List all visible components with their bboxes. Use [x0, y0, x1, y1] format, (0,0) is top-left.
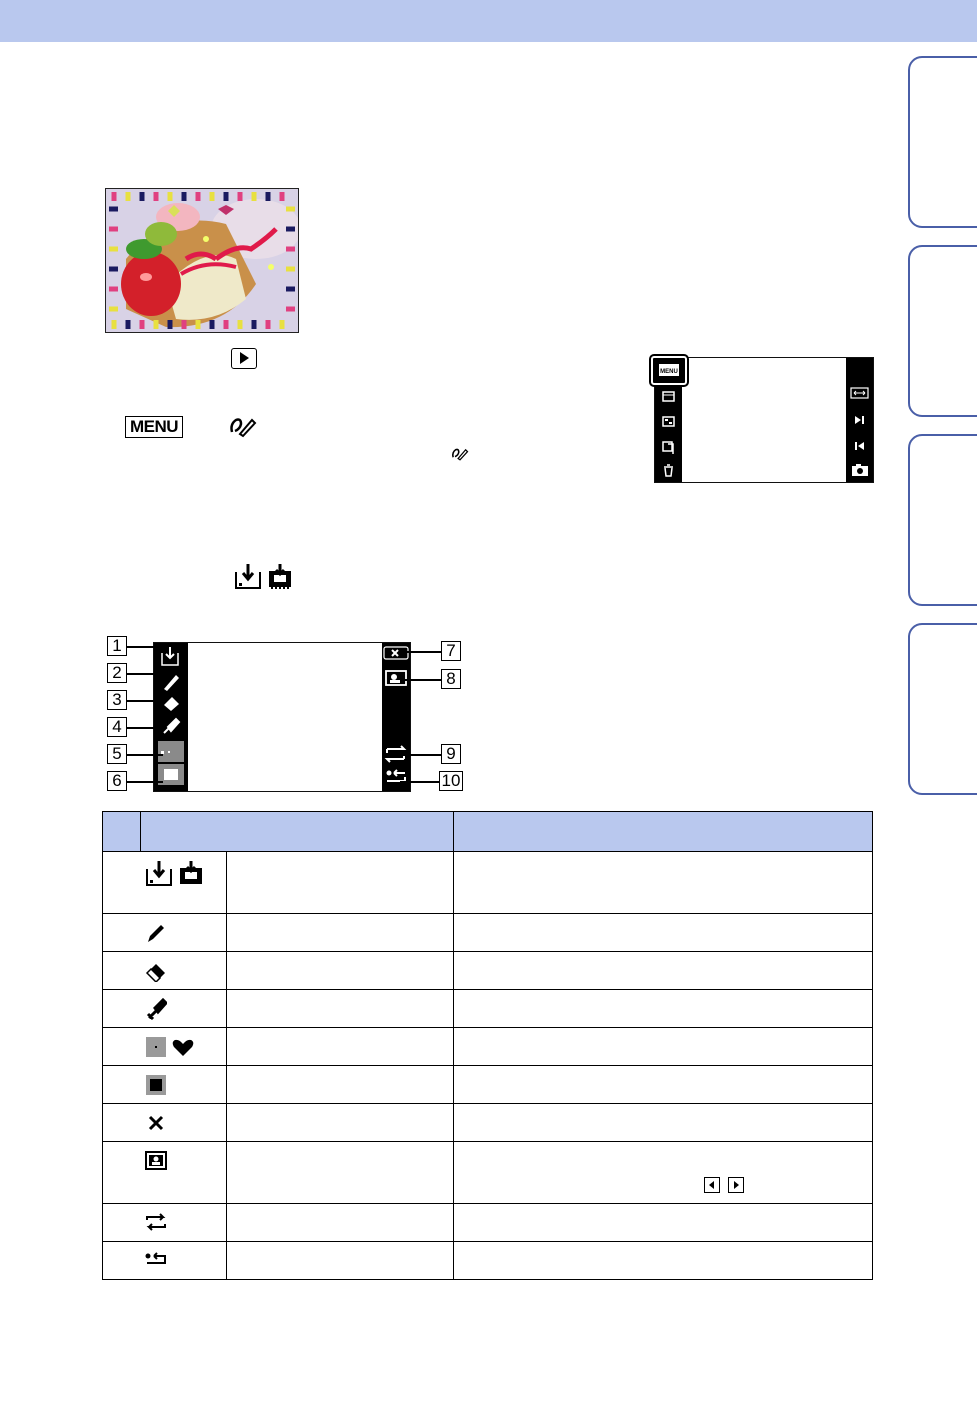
leader-7 — [400, 651, 441, 653]
callout-2: 2 — [107, 663, 127, 683]
playback-right-bar — [846, 358, 873, 482]
callout-8: 8 — [441, 669, 461, 689]
play-button-icon — [231, 348, 257, 369]
leader-8 — [400, 679, 441, 681]
playback-screen — [654, 357, 874, 483]
draw-mode-icon — [228, 414, 258, 438]
right-arrow-icon — [728, 1177, 744, 1193]
leader-3 — [127, 700, 163, 702]
side-tab-2[interactable] — [908, 245, 977, 417]
pen-size-icon — [141, 1028, 227, 1066]
callout-1: 1 — [107, 636, 127, 656]
frame-arrow-buttons — [700, 1176, 744, 1194]
row-num — [103, 1104, 141, 1142]
frame-icon — [141, 1142, 227, 1204]
row-num — [103, 1204, 141, 1242]
row-num — [103, 1028, 141, 1066]
sample-photo — [105, 188, 299, 333]
table-row — [103, 952, 873, 990]
callout-6: 6 — [107, 771, 127, 791]
color-icon — [141, 1066, 227, 1104]
row-desc — [454, 952, 873, 990]
callout-10: 10 — [439, 771, 463, 791]
row-name — [227, 852, 454, 914]
table-row — [103, 914, 873, 952]
table-row — [103, 852, 873, 914]
row-name — [227, 1028, 454, 1066]
row-num — [103, 952, 141, 990]
row-num — [103, 990, 141, 1028]
row-name — [227, 1066, 454, 1104]
row-num — [103, 1242, 141, 1280]
pen-icon — [141, 914, 227, 952]
redo-icon — [141, 1204, 227, 1242]
eraser-icon — [141, 952, 227, 990]
row-name — [227, 914, 454, 952]
header-band — [0, 0, 977, 42]
leader-2 — [127, 673, 163, 675]
draw-left-bar — [154, 643, 188, 791]
row-name — [227, 1204, 454, 1242]
menu-button-icon — [125, 416, 183, 438]
draw-mode-icon-small — [450, 446, 470, 461]
row-num — [103, 1066, 141, 1104]
leader-1 — [127, 646, 163, 648]
row-name — [227, 990, 454, 1028]
row-desc — [454, 852, 873, 914]
leader-6 — [127, 781, 163, 783]
stamp-icon — [141, 990, 227, 1028]
callout-4: 4 — [107, 717, 127, 737]
table-row — [103, 1028, 873, 1066]
row-desc — [454, 1104, 873, 1142]
table-row — [103, 1066, 873, 1104]
svg-text:MENU: MENU — [660, 369, 678, 375]
table-row — [103, 1242, 873, 1280]
row-desc — [454, 1028, 873, 1066]
row-name — [227, 1142, 454, 1204]
playback-menu-button[interactable] — [651, 356, 687, 385]
row-desc — [454, 1066, 873, 1104]
leader-4 — [127, 727, 163, 729]
icon-table — [102, 811, 873, 1280]
header-col-desc — [454, 812, 873, 852]
callout-5: 5 — [107, 744, 127, 764]
table-row — [103, 990, 873, 1028]
leader-9 — [400, 754, 441, 756]
side-tab-1[interactable] — [908, 56, 977, 228]
callout-3: 3 — [107, 690, 127, 710]
row-num — [103, 1142, 141, 1204]
row-desc — [454, 1204, 873, 1242]
row-name — [227, 1242, 454, 1280]
callout-9: 9 — [441, 744, 461, 764]
row-num — [103, 852, 141, 914]
row-name — [227, 1104, 454, 1142]
undo-icon — [141, 1242, 227, 1280]
row-desc — [454, 1242, 873, 1280]
cancel-icon — [141, 1104, 227, 1142]
row-num — [103, 914, 141, 952]
save-icon — [234, 562, 294, 590]
table-row — [103, 1204, 873, 1242]
draw-right-bar — [382, 643, 410, 791]
header-col-icon — [141, 812, 454, 852]
side-tab-3[interactable] — [908, 434, 977, 606]
callout-7: 7 — [441, 641, 461, 661]
table-header — [103, 812, 873, 852]
leader-5 — [127, 754, 163, 756]
row-name — [227, 952, 454, 990]
leader-10 — [400, 781, 439, 783]
draw-screen — [153, 642, 411, 792]
table-row — [103, 1142, 873, 1204]
row-desc — [454, 990, 873, 1028]
left-arrow-icon — [704, 1177, 720, 1193]
save-icon — [141, 852, 227, 914]
side-tab-4[interactable] — [908, 623, 977, 795]
row-desc — [454, 914, 873, 952]
table-row — [103, 1104, 873, 1142]
row-desc — [454, 1142, 873, 1204]
header-col-num — [103, 812, 141, 852]
menu-key-label: MENU — [129, 417, 179, 436]
